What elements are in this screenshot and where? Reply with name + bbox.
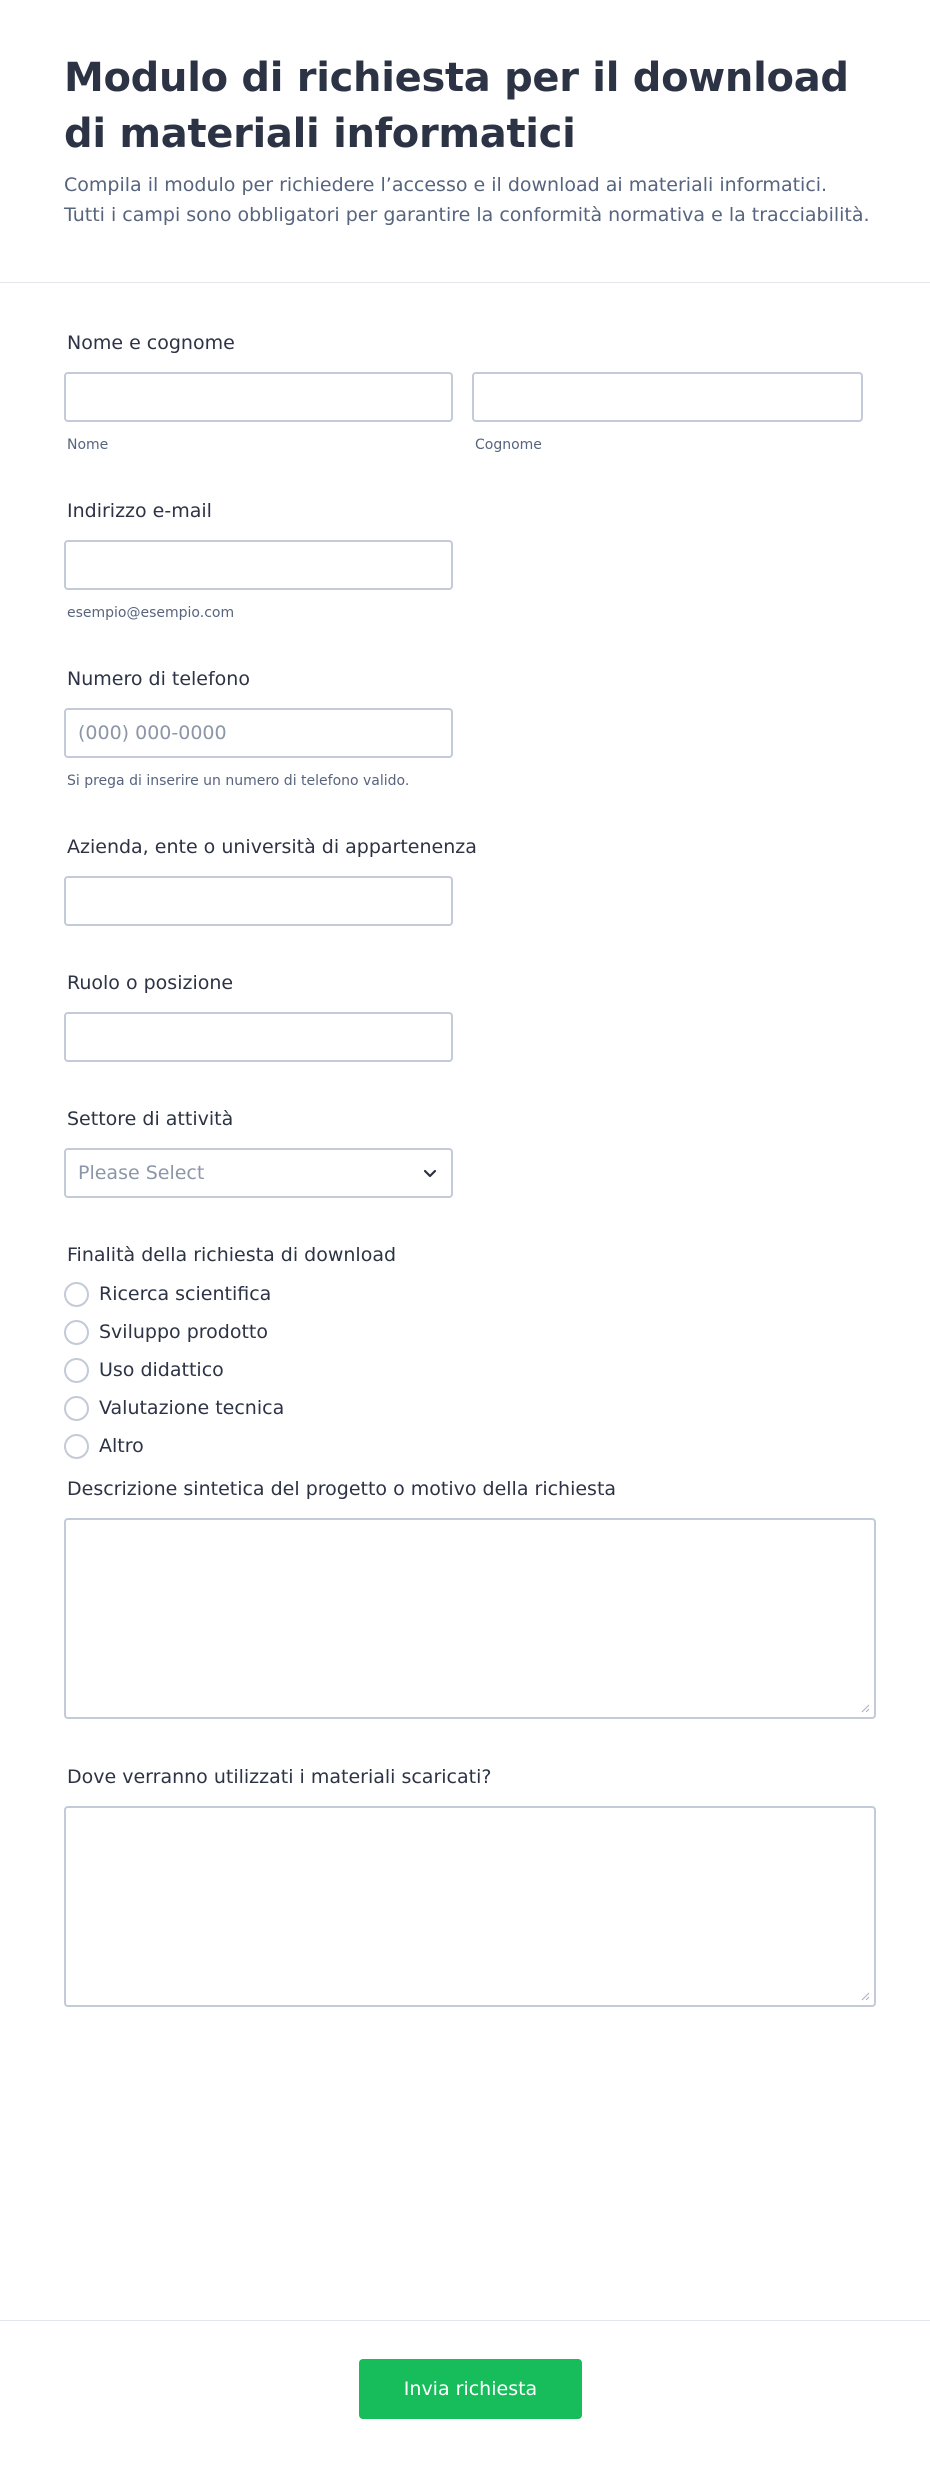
description-field [64,1477,866,1735]
purpose-option[interactable] [64,1389,866,1427]
name-field [64,331,866,469]
description-textarea[interactable] [64,1518,876,1719]
last-name-input[interactable] [472,372,863,422]
role-field [64,971,866,1077]
purpose-option-label: Altro [99,1435,144,1457]
page-subtitle: Compila il modulo per richiedere l’accesso e il download ai materiali informatici. Tutti i campi sono obbligatori per garantire la conformità normativa e la tracciabilità. [64,174,870,226]
email-sublabel: esempio@esempio.com [67,605,235,621]
company-field [64,835,866,941]
purpose-option-label: Sviluppo prodotto [99,1321,268,1343]
purpose-option[interactable] [64,1275,866,1313]
radio-circle-icon[interactable] [64,1282,89,1307]
email-field [64,499,866,637]
sector-select-value: Please Select [78,1162,205,1184]
purpose-option-label: Valutazione tecnica [99,1397,285,1419]
resize-handle-icon[interactable] [860,1991,870,2001]
last-name-sublabel: Cognome [475,437,542,453]
sector-field [64,1107,866,1213]
form-header [0,0,930,283]
radio-circle-icon[interactable] [64,1320,89,1345]
first-name-sublabel: Nome [67,437,109,453]
usage-label: Dove verranno utilizzati i materiali scaricati? [67,1766,492,1788]
company-label: Azienda, ente o università di appartenenza [67,836,477,858]
company-input[interactable] [64,876,453,926]
resize-handle-icon[interactable] [860,1703,870,1713]
phone-field [64,667,866,805]
radio-circle-icon[interactable] [64,1358,89,1383]
usage-textarea[interactable] [64,1806,876,2007]
usage-field [64,1765,866,2023]
sector-label: Settore di attività [67,1108,234,1130]
page-title: Modulo di richiesta per il download di materiali informatici [64,55,849,157]
chevron-down-icon [421,1164,439,1182]
radio-circle-icon[interactable] [64,1396,89,1421]
name-label: Nome e cognome [67,332,235,354]
email-label: Indirizzo e-mail [67,500,212,522]
phone-sublabel: Si prega di inserire un numero di telefono valido. [67,773,410,789]
purpose-label: Finalità della richiesta di download [67,1244,397,1266]
purpose-option[interactable] [64,1427,866,1465]
description-label: Descrizione sintetica del progetto o motivo della richiesta [67,1478,617,1500]
purpose-option-label: Uso didattico [99,1359,224,1381]
phone-input[interactable] [64,708,453,758]
purpose-options [64,1275,866,1465]
purpose-option-label: Ricerca scientifica [99,1283,272,1305]
form-footer [0,2320,930,2467]
purpose-option[interactable] [64,1351,866,1389]
first-name-input[interactable] [64,372,453,422]
form-body [0,283,930,2023]
email-input[interactable] [64,540,453,590]
radio-circle-icon[interactable] [64,1434,89,1459]
purpose-field [64,1243,866,1457]
submit-button[interactable]: Invia richiesta [359,2359,582,2419]
purpose-option[interactable] [64,1313,866,1351]
role-label: Ruolo o posizione [67,972,234,994]
phone-label: Numero di telefono [67,668,250,690]
role-input[interactable] [64,1012,453,1062]
sector-select[interactable] [64,1148,453,1198]
